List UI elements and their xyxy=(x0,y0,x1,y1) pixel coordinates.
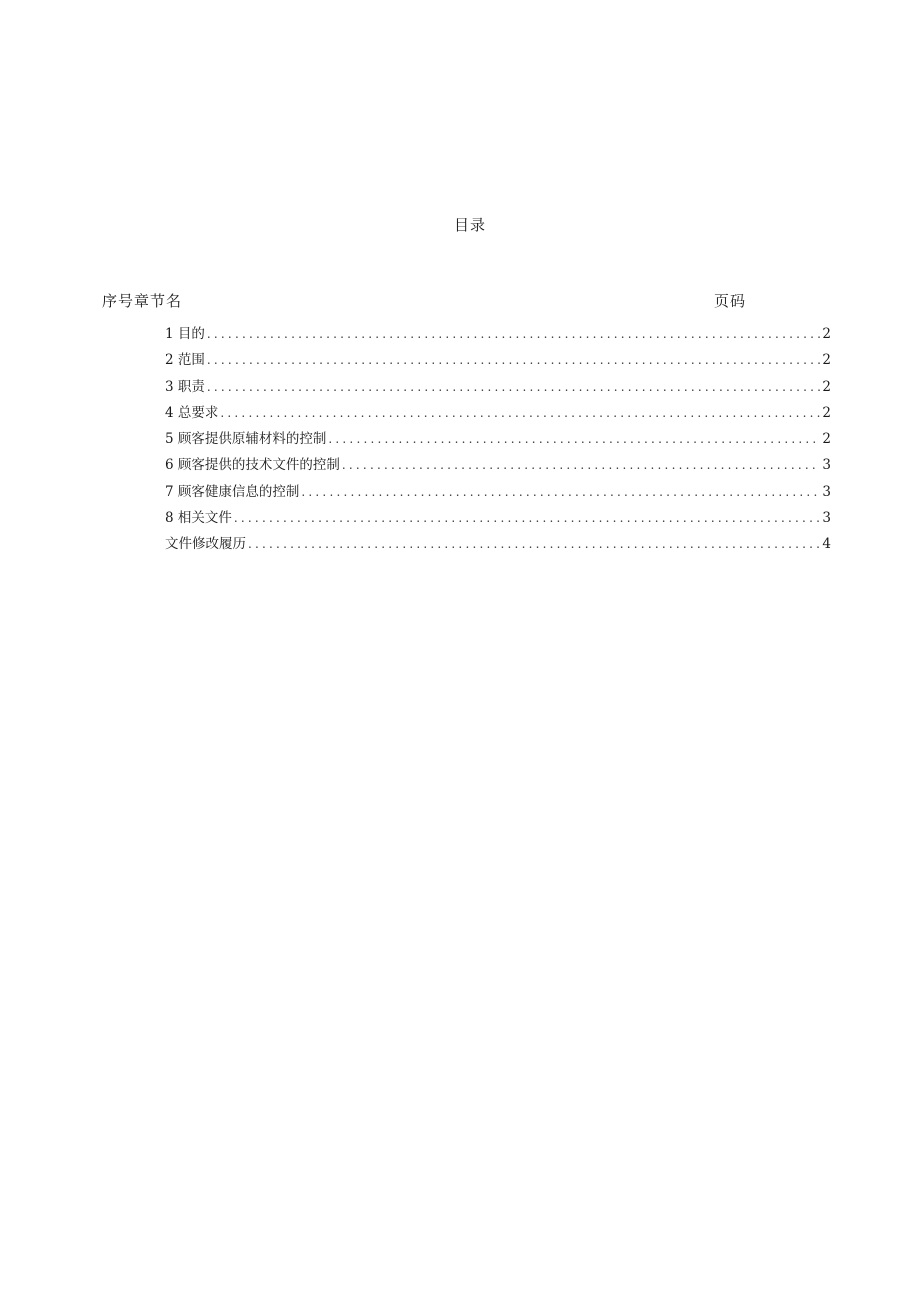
toc-entry[interactable] xyxy=(165,532,831,558)
toc-header xyxy=(102,290,762,312)
toc-entry-page: 2 xyxy=(822,404,831,421)
toc-entry-label: 6 顾客提供的技术文件的控制 xyxy=(165,457,340,474)
toc-leader-dots xyxy=(342,458,821,472)
toc-entry[interactable] xyxy=(165,427,831,453)
toc-entry-page: 4 xyxy=(822,536,831,553)
toc-entry-label: 4 总要求 xyxy=(165,404,219,421)
toc-leader-dots xyxy=(207,380,821,394)
toc-entry-label: 2 范围 xyxy=(165,352,205,369)
toc-entry-label: 3 职责 xyxy=(165,378,205,395)
toc-entry-page: 3 xyxy=(822,483,831,500)
toc-entry-page: 2 xyxy=(822,352,831,369)
toc-leader-dots xyxy=(207,327,821,341)
toc-leader-dots xyxy=(301,485,820,499)
toc-entry[interactable] xyxy=(165,322,831,348)
toc-entry-page: 2 xyxy=(822,378,831,395)
toc-entry-page: 3 xyxy=(822,457,831,474)
toc-entry-label: 5 顾客提供原辅材料的控制 xyxy=(165,431,327,448)
toc-leader-dots xyxy=(220,406,820,420)
toc-leader-dots xyxy=(234,511,821,525)
toc-entry-label: 1 目的 xyxy=(165,326,205,342)
toc-entry-page: 2 xyxy=(822,326,831,342)
toc-entry-label: 7 顾客健康信息的控制 xyxy=(165,483,300,500)
toc-entry-page: 3 xyxy=(822,510,831,527)
toc-entry[interactable] xyxy=(165,375,831,401)
toc-title: 目录 xyxy=(453,216,486,234)
toc-entry-page: 2 xyxy=(822,431,831,448)
toc-entry-label: 8 相关文件 xyxy=(165,510,232,527)
toc-entry-label: 文件修改履历 xyxy=(165,536,246,553)
toc-entry[interactable] xyxy=(165,348,831,374)
toc-header-page-column: 页码 xyxy=(714,292,747,310)
toc-list xyxy=(165,322,831,559)
toc-leader-dots xyxy=(207,353,821,367)
toc-entry[interactable] xyxy=(165,453,831,479)
toc-entry[interactable] xyxy=(165,401,831,427)
toc-leader-dots xyxy=(328,432,820,446)
toc-leader-dots xyxy=(248,537,820,551)
toc-entry[interactable] xyxy=(165,506,831,532)
toc-header-name-column: 序号章节名 xyxy=(102,292,183,310)
toc-entry[interactable] xyxy=(165,480,831,506)
